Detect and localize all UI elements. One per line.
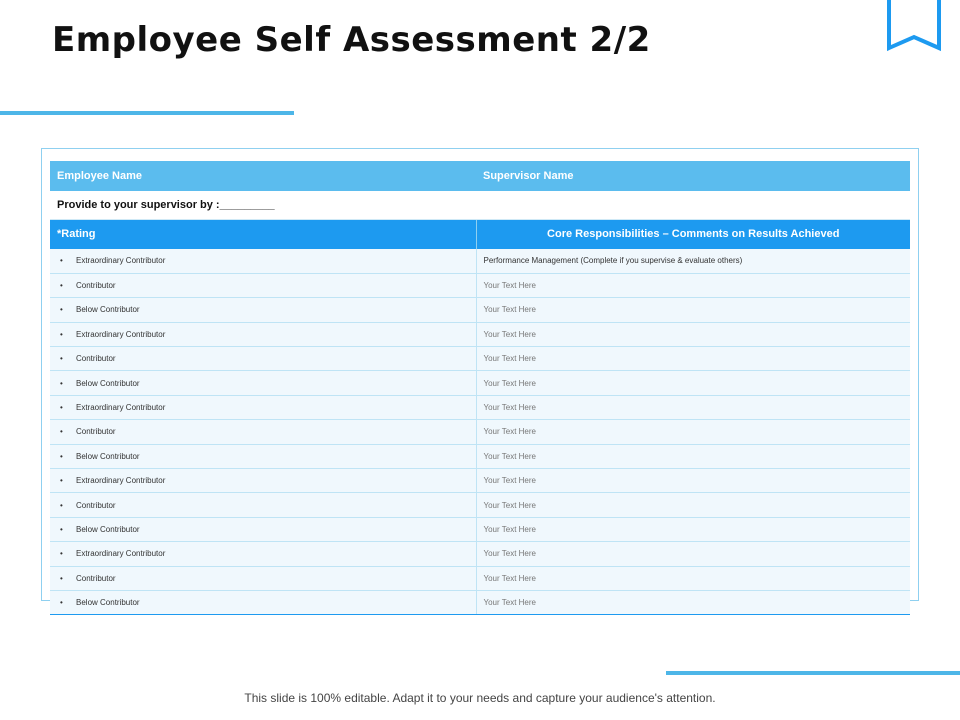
rating-cell[interactable] [50,542,476,566]
rating-column-header: *Rating [50,219,476,249]
provide-by-field[interactable]: Provide to your supervisor by :_________ [50,191,910,219]
rating-label: Extraordinary Contributor [76,403,166,413]
comment-cell[interactable]: Performance Management (Complete if you supervise & evaluate others) [476,249,910,273]
table-row [50,590,910,614]
footer-note: This slide is 100% editable. Adapt it to your needs and capture your audience's attention. [244,691,716,705]
bullet-icon: • [60,256,63,266]
rating-label: Below Contributor [76,378,140,388]
rating-header-row [50,219,910,249]
rating-label: Extraordinary Contributor [76,476,166,486]
bullet-icon: • [60,524,63,534]
rating-cell[interactable] [50,347,476,371]
rating-cell[interactable] [50,298,476,322]
comment-cell[interactable]: Your Text Here [476,566,910,590]
comment-cell[interactable]: Your Text Here [476,298,910,322]
bullet-icon: • [60,573,63,583]
rating-cell[interactable] [50,371,476,395]
bullet-icon: • [60,598,63,608]
rating-label: Below Contributor [76,524,140,534]
rating-label: Below Contributor [76,305,140,315]
comment-cell[interactable]: Your Text Here [476,322,910,346]
rating-label: Contributor [76,427,116,437]
rating-cell[interactable] [50,420,476,444]
table-row [50,493,910,517]
rating-cell[interactable] [50,469,476,493]
comment-cell[interactable]: Your Text Here [476,444,910,468]
comment-cell[interactable]: Your Text Here [476,469,910,493]
table-row [50,566,910,590]
bullet-icon: • [60,378,63,388]
name-header-row [50,161,910,191]
bullet-icon: • [60,329,63,339]
rating-label: Extraordinary Contributor [76,329,166,339]
bullet-icon: • [60,451,63,461]
provide-by-row [50,191,910,219]
rating-label: Below Contributor [76,598,140,608]
table-row [50,395,910,419]
bullet-icon: • [60,476,63,486]
rating-label: Extraordinary Contributor [76,256,166,266]
rating-cell[interactable] [50,517,476,541]
bullet-icon: • [60,549,63,559]
comment-cell[interactable]: Your Text Here [476,590,910,614]
rating-cell[interactable] [50,273,476,297]
table-row [50,420,910,444]
table-row [50,322,910,346]
rating-label: Contributor [76,573,116,583]
rating-cell[interactable] [50,566,476,590]
comment-cell[interactable]: Your Text Here [476,420,910,444]
comment-cell[interactable]: Your Text Here [476,517,910,541]
comment-cell[interactable]: Your Text Here [476,542,910,566]
comment-cell[interactable]: Your Text Here [476,493,910,517]
table-row [50,371,910,395]
bullet-icon: • [60,281,63,291]
comment-cell[interactable]: Your Text Here [476,395,910,419]
rating-cell[interactable] [50,590,476,614]
table-row [50,298,910,322]
table-row [50,273,910,297]
comment-cell[interactable]: Your Text Here [476,371,910,395]
rating-label: Extraordinary Contributor [76,549,166,559]
comment-cell[interactable]: Your Text Here [476,273,910,297]
bullet-icon: • [60,500,63,510]
rating-cell[interactable] [50,395,476,419]
core-responsibilities-header: Core Responsibilities – Comments on Results Achieved [476,219,910,249]
bullet-icon: • [60,354,63,364]
rating-cell[interactable] [50,249,476,273]
bookmark-icon [887,0,941,54]
table-row [50,444,910,468]
table-row [50,347,910,371]
table-row [50,542,910,566]
table-row [50,517,910,541]
rating-label: Contributor [76,281,116,291]
bottom-accent-rule [666,671,960,675]
bullet-icon: • [60,427,63,437]
bullet-icon: • [60,305,63,315]
top-accent-rule [0,111,294,115]
employee-name-field[interactable]: Employee Name [50,161,476,191]
rating-label: Contributor [76,500,116,510]
bullet-icon: • [60,403,63,413]
rating-cell[interactable] [50,444,476,468]
supervisor-name-field[interactable]: Supervisor Name [476,161,910,191]
assessment-table [50,161,910,615]
comment-cell[interactable]: Your Text Here [476,347,910,371]
rating-label: Contributor [76,354,116,364]
slide-title: Employee Self Assessment 2/2 [52,20,651,60]
table-row [50,249,910,273]
rating-cell[interactable] [50,322,476,346]
rating-cell[interactable] [50,493,476,517]
rating-label: Below Contributor [76,451,140,461]
table-row [50,469,910,493]
